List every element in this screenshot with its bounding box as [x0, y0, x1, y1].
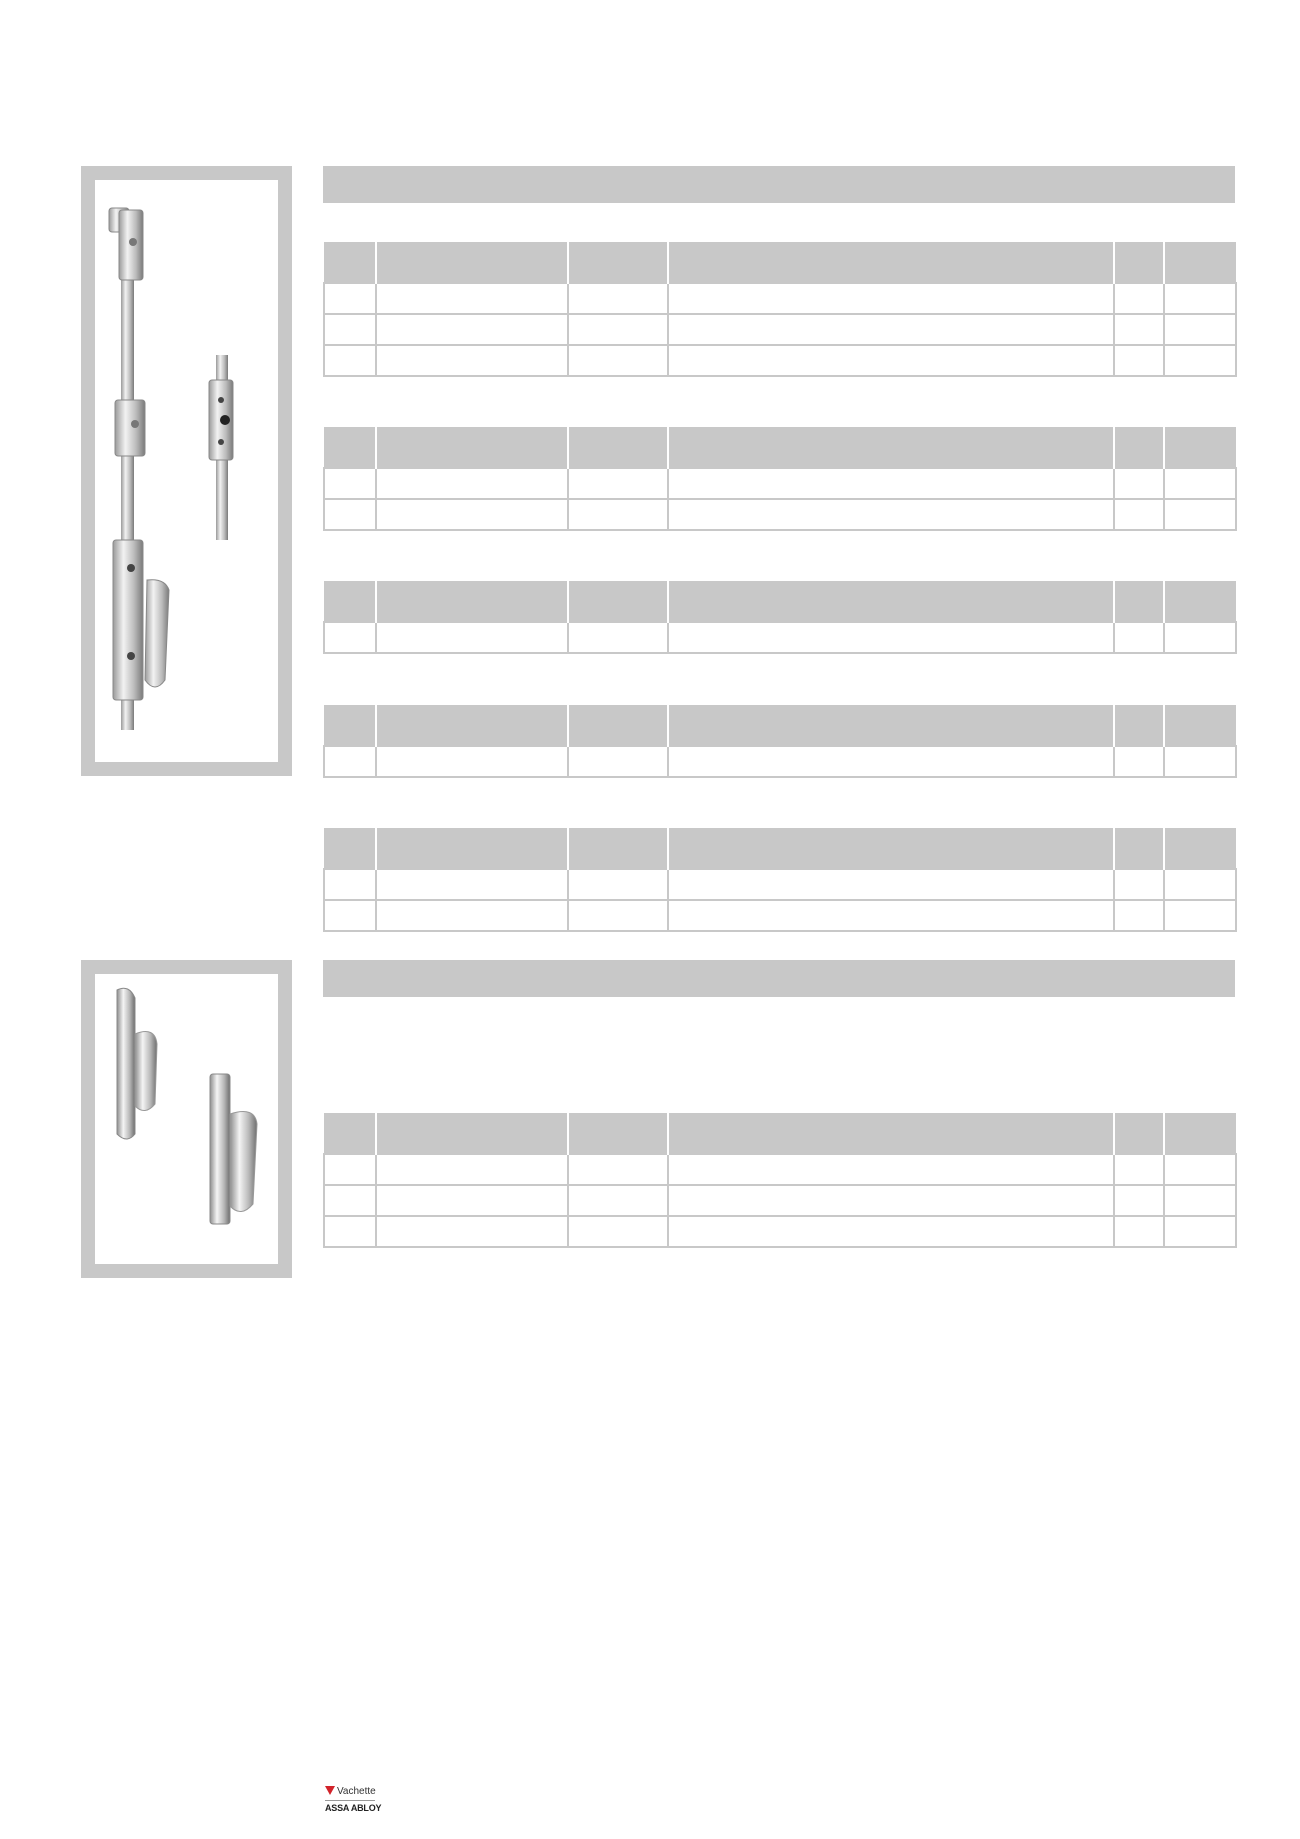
lever-handles-illustration: [95, 974, 278, 1264]
espagnolette-lock-illustration: [95, 180, 278, 762]
table-row: [324, 314, 1236, 345]
table-row: [324, 345, 1236, 376]
section-header-bar-1: [323, 166, 1235, 203]
spec-table-4: [323, 705, 1237, 778]
table-row: [324, 468, 1236, 499]
table-row: [324, 1185, 1236, 1216]
table-header-row: [324, 242, 1236, 283]
section-header-bar-2: [323, 960, 1235, 997]
spec-table-2: [323, 427, 1237, 531]
brand-logo-top: [325, 1786, 376, 1797]
spec-table-1: [323, 242, 1237, 377]
table-row: [324, 1154, 1236, 1185]
vachette-v-icon: [325, 1786, 335, 1795]
brand-logo: [325, 1786, 405, 1818]
table-row: [324, 283, 1236, 314]
table-row: [324, 499, 1236, 530]
table-header-row: [324, 581, 1236, 622]
table-row: [324, 900, 1236, 931]
product-photo-espagnolette: [95, 180, 278, 762]
spec-table-6: [323, 1113, 1237, 1248]
spec-table-3: [323, 581, 1237, 654]
product-photo-frame-2: [81, 960, 292, 1278]
table-header-row: [324, 828, 1236, 869]
spec-table-5: [323, 828, 1237, 932]
logo-divider: [325, 1800, 375, 1801]
brand-parent: ASSA ABLOY: [325, 1803, 382, 1813]
table-header-row: [324, 705, 1236, 746]
table-row: [324, 622, 1236, 653]
table-row: [324, 1216, 1236, 1247]
table-row: [324, 869, 1236, 900]
product-photo-lever-handles: [95, 974, 278, 1264]
product-photo-frame-1: [81, 166, 292, 776]
table-header-row: [324, 427, 1236, 468]
table-row: [324, 746, 1236, 777]
brand-name: Vachette: [337, 1786, 376, 1797]
table-header-row: [324, 1113, 1236, 1154]
